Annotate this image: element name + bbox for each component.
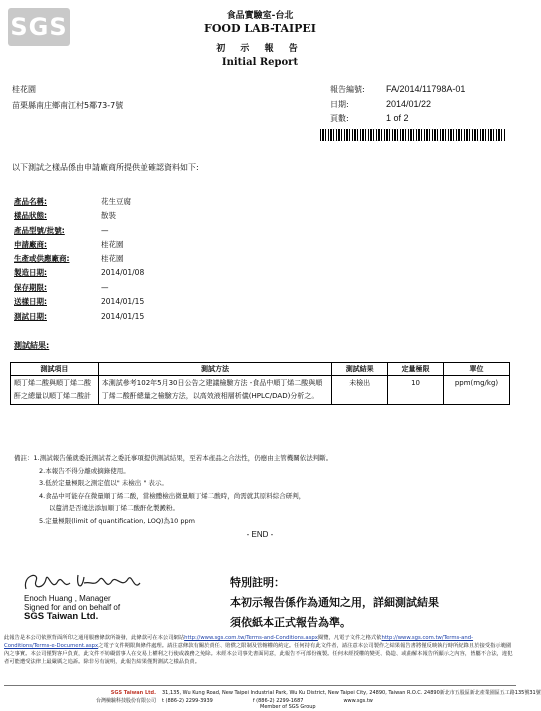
footer-website: www.sgs.tw xyxy=(343,698,373,704)
report-number-value: FA/2014/11798A-01 xyxy=(386,84,466,94)
signatory-name: Enoch Huang , Manager xyxy=(24,594,111,603)
info-label: 產品型號/批號: xyxy=(14,225,65,235)
info-row-received-date xyxy=(14,295,144,307)
info-value: 桂花園 xyxy=(101,253,124,263)
info-label: 測試日期: xyxy=(14,311,47,321)
footer-phone: t (886-2) 2299-3939 xyxy=(162,698,213,704)
note-line: 5.定量極限(limit of quantification, LOQ)為10 ppm xyxy=(39,516,195,525)
note-line: 備註：1.測試報告僅就委託測試者之委託事項提供測試結果，至若本產品之合法性，仍應由主管機關依法判斷。 xyxy=(14,454,333,462)
info-row-test-date xyxy=(14,310,144,322)
info-row-product-name xyxy=(14,195,131,207)
report-date-row xyxy=(330,99,431,110)
info-value: — xyxy=(101,282,109,292)
info-value: 花生豆腐 xyxy=(101,196,131,206)
table-row xyxy=(11,376,510,405)
footer-address-en: 31,135, Wu Kung Road, New Taipei Industrial Park, Wu Ku District, New Taipei City, 24890, Taiwan R.O.C. xyxy=(162,690,423,696)
info-value: 散裝 xyxy=(101,210,116,220)
info-row-applicant xyxy=(14,238,124,250)
signatory-block xyxy=(24,594,120,621)
info-value: 2014/01/08 xyxy=(101,267,145,277)
column-header: 測試項目 xyxy=(11,363,99,376)
results-heading: 測試結果: xyxy=(14,341,50,350)
report-type-en: Initial Report xyxy=(221,57,299,68)
notes-block xyxy=(14,452,332,527)
footer-company-zh: 台灣檢驗科技股份有限公司 xyxy=(95,698,156,704)
loq-cell: 10 xyxy=(388,376,444,405)
test-method-cell: 本測試參考102年5月30日公告之建議檢驗方法 -食品中順丁烯二酸與順丁烯二酸酐總量之檢驗方法，以高效液相層析儀(HPLC/DAD)分析之。 xyxy=(98,376,331,405)
special-note-title: 特別註明： xyxy=(230,576,285,589)
info-row-model-batch xyxy=(14,224,109,236)
terms-link[interactable]: http://www.sgs.com.tw/Terms-and-Conditions.aspx xyxy=(184,635,318,641)
page-count-row xyxy=(330,113,409,124)
info-row-manufacturer xyxy=(14,252,124,264)
report-date-label: 日期: xyxy=(330,100,349,109)
footer-address-zh: 24890新北市五股區新北產業園區五工路135號31號 xyxy=(423,690,541,696)
fine-print-text: 閱覽，凡電子文件之格式依 xyxy=(317,635,382,641)
terms-e-document-link[interactable]: http://www.sgs.com.tw/Terms-and-Conditions/Terms-e-Document.aspx xyxy=(4,635,474,649)
lab-name-zh: 食品實驗室-台北 xyxy=(226,11,294,21)
page-count-label: 頁數: xyxy=(330,114,349,123)
fine-print-text: 此報告是本公司依照背面所印之通用服務條款所簽發，此條款可在本公司網站 xyxy=(4,635,185,641)
special-note xyxy=(230,573,439,633)
footer-divider xyxy=(4,685,516,686)
test-item-cell: 順丁烯二酸與順丁烯二酸酐之總量以順丁烯二酸計 xyxy=(11,376,99,405)
client-name: 桂花園 xyxy=(12,85,36,94)
client-address: 苗栗縣南庄鄉南江村5鄰73-7號 xyxy=(12,101,124,110)
info-value: 桂花園 xyxy=(101,239,124,249)
column-header: 定量極限 xyxy=(388,363,444,376)
barcode xyxy=(320,129,505,141)
info-row-manufacture-date xyxy=(14,266,144,278)
fine-print-text: 之電子文件期限與條件處理。請注意條款有關於責任、賠償之限制及管轄權的約定。任何持有此文件者，請注意本公司製作之結果報告書將僅反映執行時所紀錄且於接受指示範圍內之事實。本公司僅對客戶負責，此文件不妨礙當事人在交易上權利之行使或義務之免除。未經本公司事先書面同意，此報告不可部份複製。任何未經授權的變更、偽造、或曲解本報告所顯示之內容，皆屬不合法，違犯者可能遭受法律上最嚴厲之追訴。除非另有說明，此報告結果僅對測試之樣品負責。 xyxy=(4,643,513,665)
column-header: 測試結果 xyxy=(332,363,388,376)
info-label: 製造日期: xyxy=(14,267,47,277)
footer-member: Member of SGS Group xyxy=(260,704,316,710)
results-table xyxy=(10,362,510,405)
info-label: 保存期限: xyxy=(14,282,47,292)
info-value: — xyxy=(101,225,109,235)
unit-cell: ppm(mg/kg) xyxy=(444,376,510,405)
info-value: 2014/01/15 xyxy=(101,311,145,321)
lab-name-en: FOOD LAB-TAIPEI xyxy=(204,22,316,35)
info-row-sample-state xyxy=(14,209,116,221)
info-label: 樣品狀態: xyxy=(14,210,47,220)
note-line: 以釐清是否違法添加順丁烯二酸酐化製澱粉。 xyxy=(49,504,179,512)
special-note-line: 本初示報告係作為通知之用，詳細測試結果 xyxy=(230,596,439,609)
note-line: 3.低於定量極限之測定值以" 未檢出 " 表示。 xyxy=(39,479,168,487)
test-result-cell: 未檢出 xyxy=(332,376,388,405)
page-count-value: 1 of 2 xyxy=(386,113,409,123)
footer-company xyxy=(60,689,156,705)
end-marker: - END - xyxy=(246,530,274,539)
column-header: 測試方法 xyxy=(98,363,331,376)
report-number-label: 報告編號: xyxy=(330,85,365,94)
report-type-zh: 初 示 報 告 xyxy=(216,44,304,54)
intro-text: 以下測試之樣品係由申請廠商所提供並確認資料如下: xyxy=(12,163,199,172)
footer-contact xyxy=(162,689,541,705)
table-header-row xyxy=(11,363,510,376)
info-label: 申請廠商: xyxy=(14,239,47,249)
info-label: 生產或供應廠商: xyxy=(14,253,70,263)
info-label: 送樣日期: xyxy=(14,296,47,306)
info-row-expiry xyxy=(14,281,109,293)
info-value: 2014/01/15 xyxy=(101,296,145,306)
special-note-line: 須依紙本正式報告為準。 xyxy=(230,616,351,629)
signatory-subline: Signed for and on behalf of xyxy=(24,603,121,612)
terms-fine-print xyxy=(4,634,516,666)
sgs-logo: SGS xyxy=(8,8,70,46)
footer-company-en: SGS Taiwan Ltd. xyxy=(110,690,156,696)
note-line: 2.本報告不得分離或摘錄使用。 xyxy=(39,466,130,475)
signatory-company: SGS Taiwan Ltd. xyxy=(24,611,99,622)
report-date-value: 2014/01/22 xyxy=(386,99,432,109)
footer-fax: f (886-2) 2299-1687 xyxy=(252,698,304,704)
note-line: 4.食品中可能存在微量順丁烯二酸，當檢體檢出微量順丁烯二酸時，尚需就其原料綜合研判， xyxy=(39,491,306,500)
report-number-row xyxy=(330,84,465,95)
info-label: 產品名稱: xyxy=(14,196,47,206)
column-header: 單位 xyxy=(444,363,510,376)
